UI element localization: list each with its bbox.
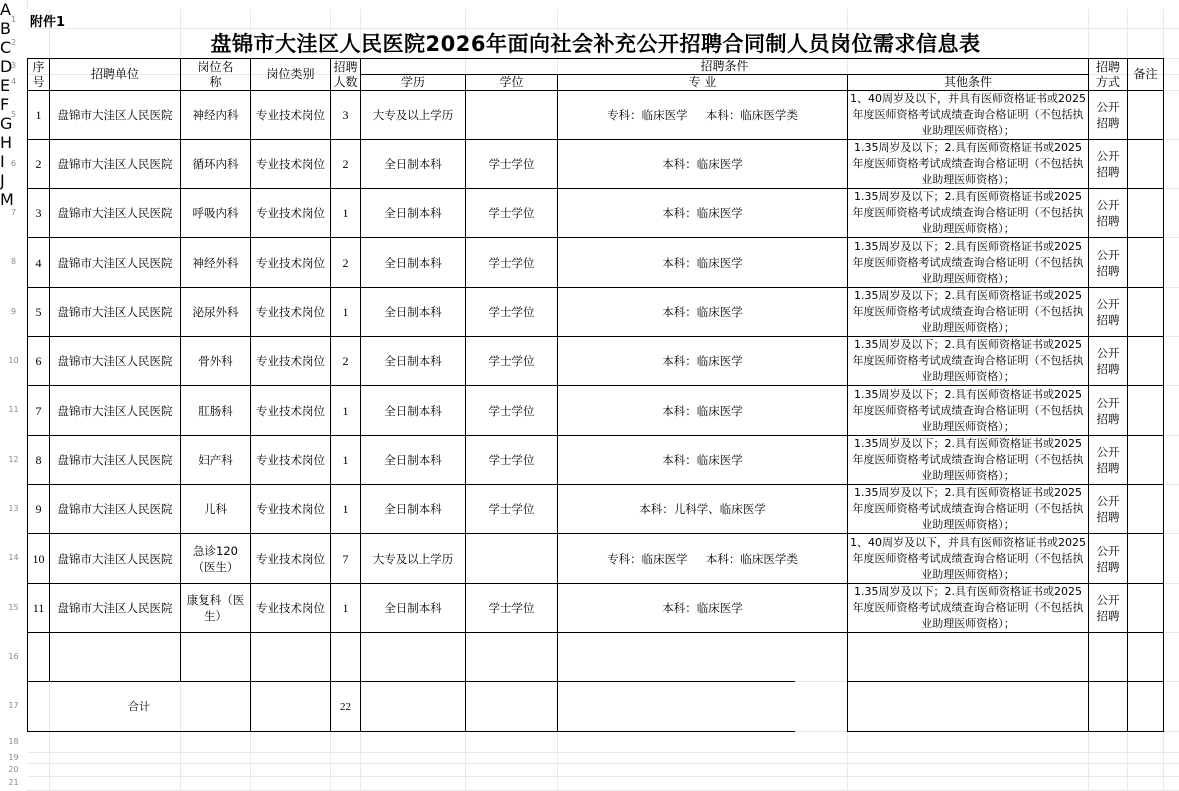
row-method: 公开招聘 <box>1096 149 1120 179</box>
row-count: 1 <box>342 502 349 516</box>
row-unit: 盘锦市大洼区人民医院 <box>57 108 173 122</box>
row-other-conditions: 1、40周岁及以下，并具有医师资格证书或2025年度医师资格考试成绩查询合格证明（不包括执业助理医师资格）； <box>850 535 1086 581</box>
header-seq: 序号 <box>32 59 45 89</box>
row-degree <box>466 91 557 139</box>
row-header[interactable]: 13 <box>8 504 19 513</box>
row-education: 全日制本科 <box>384 601 442 615</box>
row-header[interactable]: 4 <box>10 77 17 86</box>
row-category: 专业技术岗位 <box>256 601 325 615</box>
row-category: 专业技术岗位 <box>256 206 325 220</box>
row-position: 儿科 <box>204 502 227 516</box>
row-degree: 学士学位 <box>488 305 535 319</box>
row-header[interactable]: 6 <box>10 159 17 168</box>
row-position: 神经外科 <box>192 255 239 270</box>
header-category: 岗位类别 <box>266 67 315 81</box>
row-category: 专业技术岗位 <box>256 255 325 270</box>
row-seq: 3 <box>35 206 42 220</box>
row-remark <box>1128 584 1163 632</box>
header-unit: 招聘单位 <box>90 67 139 81</box>
column-header[interactable]: J <box>0 171 5 190</box>
gridline-h <box>27 752 1179 753</box>
row-degree: 学士学位 <box>488 453 535 467</box>
row-header[interactable]: 15 <box>8 603 19 612</box>
column-header[interactable]: M <box>0 190 14 209</box>
header-method: 招聘方式 <box>1095 59 1120 89</box>
row-other-conditions: 1.35周岁及以下；2.具有医师资格证书或2025年度医师资格考试成绩查询合格证明（不包括执业助理医师资格）； <box>852 289 1084 334</box>
row-education: 全日制本科 <box>384 354 442 368</box>
row-seq: 7 <box>35 403 42 418</box>
row-other-conditions: 1.35周岁及以下；2.具有医师资格证书或2025年度医师资格考试成绩查询合格证明（不包括执业助理医师资格）； <box>852 437 1084 482</box>
row-count: 1 <box>342 453 349 467</box>
row-seq: 2 <box>35 157 42 171</box>
row-header[interactable]: 1 <box>10 15 17 24</box>
row-header[interactable]: 11 <box>8 405 19 414</box>
header-degree: 学位 <box>499 75 524 89</box>
row-education: 全日制本科 <box>384 157 442 171</box>
total-label: 合计 <box>128 699 150 713</box>
table-border <box>1163 58 1164 732</box>
row-seq: 1 <box>35 108 42 122</box>
row-other-conditions: 1.35周岁及以下；2.具有医师资格证书或2025年度医师资格考试成绩查询合格证明（不包括执业助理医师资格）； <box>852 190 1084 235</box>
row-education: 全日制本科 <box>384 206 442 220</box>
row-major: 专科：临床医学 本科：临床医学类 <box>607 551 798 566</box>
row-remark <box>1128 189 1163 237</box>
row-header[interactable]: 21 <box>8 778 19 787</box>
row-header[interactable]: 17 <box>8 701 19 710</box>
row-seq: 4 <box>35 255 42 270</box>
row-unit: 盘锦市大洼区人民医院 <box>57 601 173 615</box>
row-category: 专业技术岗位 <box>256 551 325 566</box>
row-major: 本科：临床医学 <box>662 601 743 615</box>
table-border <box>847 731 1164 732</box>
row-major: 本科：临床医学 <box>662 453 743 467</box>
row-count: 1 <box>342 601 349 615</box>
column-header[interactable]: G <box>0 114 13 133</box>
row-method: 公开招聘 <box>1096 543 1120 574</box>
row-degree: 学士学位 <box>488 157 535 171</box>
row-remark <box>1128 485 1163 533</box>
row-header[interactable]: 20 <box>8 765 19 774</box>
row-education: 全日制本科 <box>384 502 442 516</box>
row-unit: 盘锦市大洼区人民医院 <box>57 255 173 270</box>
row-category: 专业技术岗位 <box>256 403 325 418</box>
row-remark <box>1128 91 1163 139</box>
row-remark <box>1128 140 1163 188</box>
row-category: 专业技术岗位 <box>256 354 325 368</box>
row-major: 本科：临床医学 <box>662 403 743 418</box>
row-header[interactable]: 10 <box>8 356 19 365</box>
header-other: 其他条件 <box>943 75 992 89</box>
gridline-h <box>27 776 1179 777</box>
row-position: 循环内科 <box>192 157 239 171</box>
column-header[interactable]: I <box>0 152 5 171</box>
row-degree: 学士学位 <box>488 255 535 270</box>
row-degree: 学士学位 <box>488 354 535 368</box>
row-category: 专业技术岗位 <box>256 453 325 467</box>
row-position: 骨外科 <box>198 354 233 368</box>
gridline-h <box>27 763 1179 764</box>
row-position: 呼吸内科 <box>192 206 239 220</box>
row-major: 本科：临床医学 <box>662 305 743 319</box>
row-education: 全日制本科 <box>384 255 442 270</box>
row-remark <box>1128 386 1163 435</box>
row-category: 专业技术岗位 <box>256 108 325 122</box>
row-method: 公开招聘 <box>1096 494 1120 524</box>
header-conditions: 招聘条件 <box>700 59 749 73</box>
row-other-conditions: 1.35周岁及以下；2.具有医师资格证书或2025年度医师资格考试成绩查询合格证明（不包括执业助理医师资格）； <box>852 338 1084 383</box>
row-other-conditions: 1.35周岁及以下；2.具有医师资格证书或2025年度医师资格考试成绩查询合格证明（不包括执业助理医师资格）； <box>852 387 1084 433</box>
header-education: 学历 <box>400 75 425 89</box>
row-method: 公开招聘 <box>1096 395 1120 426</box>
column-header[interactable]: F <box>0 95 10 114</box>
row-unit: 盘锦市大洼区人民医院 <box>57 305 173 319</box>
row-degree: 学士学位 <box>488 502 535 516</box>
row-count: 2 <box>342 354 349 368</box>
row-seq: 5 <box>35 305 42 319</box>
row-header[interactable]: 5 <box>10 110 17 119</box>
row-seq: 10 <box>32 551 45 566</box>
row-header[interactable]: 3 <box>10 61 17 70</box>
row-education: 全日制本科 <box>384 453 442 467</box>
row-header[interactable]: 8 <box>10 257 17 266</box>
column-header[interactable]: D <box>0 57 13 76</box>
row-unit: 盘锦市大洼区人民医院 <box>57 551 173 566</box>
row-header[interactable]: 9 <box>10 307 17 316</box>
row-method: 公开招聘 <box>1096 198 1120 228</box>
row-header[interactable]: 18 <box>8 737 19 746</box>
row-education: 全日制本科 <box>384 403 442 418</box>
row-unit: 盘锦市大洼区人民医院 <box>57 354 173 368</box>
row-other-conditions: 1.35周岁及以下；2.具有医师资格证书或2025年度医师资格考试成绩查询合格证明（不包括执业助理医师资格）； <box>852 141 1084 186</box>
header-position: 岗位名称 <box>197 59 234 89</box>
row-method: 公开招聘 <box>1096 593 1120 623</box>
row-count: 1 <box>342 403 349 418</box>
row-category: 专业技术岗位 <box>256 157 325 171</box>
row-education: 全日制本科 <box>384 305 442 319</box>
page-title: 盘锦市大洼区人民医院2026年面向社会补充公开招聘合同制人员岗位需求信息表 <box>210 32 981 56</box>
row-method: 公开招聘 <box>1096 445 1120 475</box>
row-header[interactable]: 2 <box>10 38 17 47</box>
column-header[interactable]: H <box>0 133 13 152</box>
row-seq: 11 <box>32 601 45 615</box>
total-count: 22 <box>340 700 351 713</box>
row-remark <box>1128 337 1163 385</box>
row-position: 神经内科 <box>192 108 239 122</box>
header-major: 专 业 <box>688 75 717 89</box>
row-position: 妇产科 <box>198 453 233 467</box>
column-header[interactable]: A <box>0 0 11 19</box>
row-method: 公开招聘 <box>1096 100 1120 130</box>
row-header[interactable]: 14 <box>8 553 19 562</box>
row-position: 急诊120（医生） <box>192 543 239 574</box>
row-unit: 盘锦市大洼区人民医院 <box>57 157 173 171</box>
row-seq: 8 <box>35 453 42 467</box>
column-header[interactable]: C <box>0 38 12 57</box>
row-degree: 学士学位 <box>488 601 535 615</box>
row-count: 3 <box>342 108 349 122</box>
row-remark <box>1128 534 1163 583</box>
row-remark <box>1128 288 1163 336</box>
row-category: 专业技术岗位 <box>256 502 325 516</box>
row-other-conditions: 1.35周岁及以下；2.具有医师资格证书或2025年度医师资格考试成绩查询合格证明（不包括执业助理医师资格）； <box>852 486 1084 531</box>
row-position: 肛肠科 <box>198 403 233 418</box>
row-major: 专科：临床医学 本科：临床医学类 <box>607 108 798 122</box>
row-header[interactable]: 19 <box>8 753 19 762</box>
row-unit: 盘锦市大洼区人民医院 <box>57 453 173 467</box>
row-major: 本科：临床医学 <box>662 255 743 270</box>
row-degree: 学士学位 <box>488 206 535 220</box>
header-count: 招聘人数 <box>333 59 358 89</box>
row-position: 泌尿外科 <box>192 305 239 319</box>
header-remark: 备注 <box>1133 67 1158 81</box>
row-major: 本科：儿科学、临床医学 <box>639 502 766 516</box>
row-remark <box>1128 238 1163 287</box>
row-position: 康复科（医生） <box>186 593 245 623</box>
column-header[interactable]: B <box>0 19 11 38</box>
row-method: 公开招聘 <box>1096 346 1120 376</box>
row-education: 大专及以上学历 <box>372 108 454 122</box>
row-seq: 6 <box>35 354 42 368</box>
table-border <box>847 681 1164 682</box>
row-unit: 盘锦市大洼区人民医院 <box>57 206 173 220</box>
row-degree <box>466 534 557 583</box>
row-major: 本科：临床医学 <box>662 157 743 171</box>
row-unit: 盘锦市大洼区人民医院 <box>57 502 173 516</box>
row-degree: 学士学位 <box>488 403 535 418</box>
row-education: 大专及以上学历 <box>372 551 454 566</box>
row-other-conditions: 1.35周岁及以下；2.具有医师资格证书或2025年度医师资格考试成绩查询合格证明（不包括执业助理医师资格）； <box>852 239 1084 285</box>
table-border <box>27 632 1164 633</box>
column-header[interactable]: E <box>0 76 11 95</box>
row-remark <box>1128 436 1163 484</box>
row-major: 本科：临床医学 <box>662 354 743 368</box>
row-other-conditions: 1、40周岁及以下，并具有医师资格证书或2025年度医师资格考试成绩查询合格证明（不包括执业助理医师资格）； <box>850 92 1086 137</box>
table-border <box>27 731 795 732</box>
row-count: 7 <box>342 551 349 566</box>
row-count: 1 <box>342 305 349 319</box>
row-count: 2 <box>342 255 349 270</box>
row-other-conditions: 1.35周岁及以下；2.具有医师资格证书或2025年度医师资格考试成绩查询合格证明（不包括执业助理医师资格）； <box>852 585 1084 630</box>
row-header[interactable]: 16 <box>8 652 19 661</box>
row-seq: 9 <box>35 502 42 516</box>
row-header[interactable]: 12 <box>8 455 19 464</box>
row-major: 本科：临床医学 <box>662 206 743 220</box>
row-unit: 盘锦市大洼区人民医院 <box>57 403 173 418</box>
row-method: 公开招聘 <box>1096 297 1120 327</box>
corner-cell[interactable] <box>0 0 28 9</box>
attachment-label: 附件1 <box>30 15 66 30</box>
row-method: 公开招聘 <box>1096 247 1120 278</box>
row-count: 2 <box>342 157 349 171</box>
row-category: 专业技术岗位 <box>256 305 325 319</box>
row-count: 1 <box>342 206 349 220</box>
row-header[interactable]: 7 <box>10 208 17 217</box>
